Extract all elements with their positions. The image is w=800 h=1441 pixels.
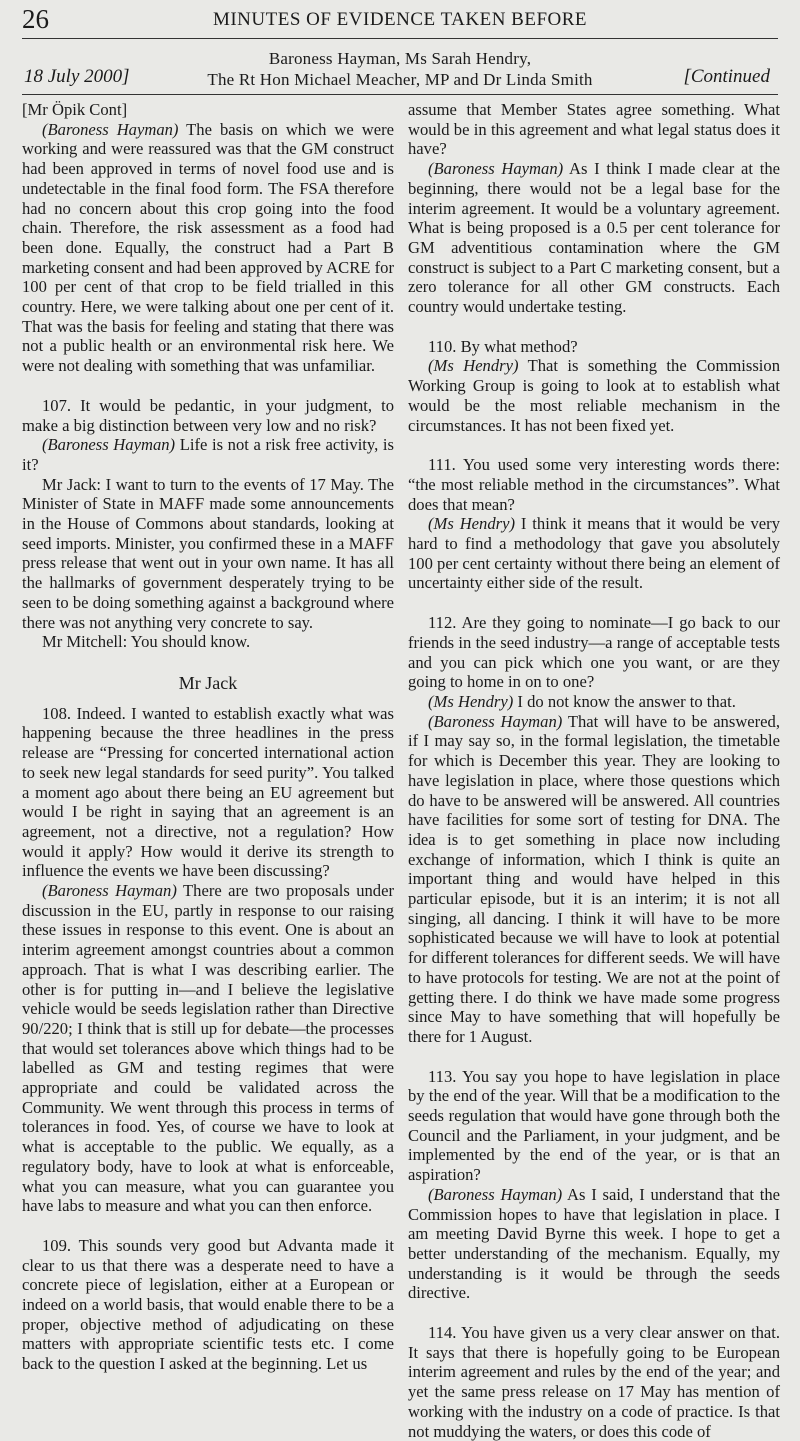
question-112: 112. Are they going to nominate—I go back to our friends in the seed industry—a range of acceptable tests and you can pick which one you want, or are they going to home in on to one? bbox=[408, 613, 780, 692]
page-number: 26 bbox=[22, 4, 49, 34]
answer-text: I think it means that it would be very hard to find a methodology that gave you absolutely 100 per cent certainty without there being an element of uncertainty either side of the result. bbox=[408, 514, 780, 593]
question-114: 114. You have given us a very clear answer on that. It says that there is hopefully going to be European interim agreement and rules by the end of the year; and yet the same press release on 17 May has mention of working with the industry on a code of practice. Is that not muddying the waters, or does this code of bbox=[408, 1323, 780, 1441]
answer-112-hendry bbox=[408, 692, 780, 712]
speaker-continuation: [Mr Öpik Cont] bbox=[22, 100, 128, 119]
question-108: 108. Indeed. I wanted to establish exactly what was happening because the three headlines in the press release are “Pressing for concerted international action to seek new legal standards for seed purity”. You talked a moment ago about there being an EU agreement but would I be right in saying that an agreement is an agreement, not a directive, not a regulation? How would it apply? How would it derive its strength to influence the events we have been discussing? bbox=[22, 703, 394, 881]
continued-label: [Continued bbox=[683, 66, 770, 87]
speaker-name: (Baroness Hayman) bbox=[428, 1184, 563, 1204]
answer-text: The basis on which we were working and were reassured was that the GM construct had been approved in terms of novel food use and is undetectable in the final food form. The FSA therefore had no concern about this crop going into the food chain. Therefore, the risk assessment as a food had been done. Equally, the construct had a Part B marketing consent and had been approved by ACRE for 100 per cent of that crop to be field trialled in this country. Here, we were talking about one per cent of it. That was the basis for feeling and stating that there was not a public health or an environmental risk here. We were not dealing with something that was unfamiliar. bbox=[22, 119, 395, 376]
answer-text: Life is not a risk free activity, is it? bbox=[22, 435, 394, 474]
answer-text: As I said, I understand that the Commission hopes to have that legislation in place. I am meeting David Byrne this week. I hope to get a better understanding of the mechanism. Equally, my understanding is it would be through the seeds directive. bbox=[408, 1184, 780, 1303]
mr-mitchell-remark: Mr Mitchell: You should know. bbox=[42, 632, 251, 652]
question-111: 111. You used some very interesting words there: “the most reliable method in the circumstances”. What does that mean? bbox=[408, 455, 780, 514]
question-109: 109. This sounds very good but Advanta made it clear to us that there was a desperate need to have a concrete piece of legislation, either at a European or indeed on a world basis, that would enable there to be a proper, objective method of adjudicating on these matters with appropriate scientific tests etc. I come back to the question I asked at the beginning. Let us bbox=[22, 1235, 394, 1374]
answer-text: There are two proposals under discussion in the EU, partly in response to our raising these issues in response to this event. One is about an interim agreement amongst countries about a common approach. That is what I was describing earlier. The other is for putting in—and I believe the legislative vehicle would be seeds legislation rather than Directive 90/220; I think that is still up for debate—the processes that would set tolerances above which things had to be labelled as GM and testing regimes that were appropriate and could be validated across the Community. We went through this process in terms of tolerances in food. Yes, of course we have to look at what is acceptable to the public. We equally, as a regulatory body, have to look at what is enforceable, what you can measure, what you can guarantee you have labs to measure and what you can then enforce. bbox=[22, 881, 394, 1216]
answer-107 bbox=[22, 435, 394, 474]
answer-text: That is something the Commission Working Group is going to look at to establish what would be the most reliable mechanism in the circumstances. It has not been fixed yet. bbox=[408, 356, 780, 435]
answer-text: I do not know the answer to that. bbox=[513, 691, 736, 711]
speaker-name: (Baroness Hayman) bbox=[42, 435, 176, 455]
answer-text: That will have to be answered, if I may say so, in the formal legislation, the timetable for which is December this year. They are looking to have legislation in place, where those questions which do have to be answered will be answered. All countries have facilities for some sort of testing for DNA. The idea is to get something in place now including exchange of information, which I think is quite an important thing and would have helped in this particular episode, but it is an interim; it is not all singing, all dancing. I think it will have to be more sophisticated because we will have to look at potential for different tolerances for different seeds. We will have to have protocols for testing. We are not at the point of getting there. I do think we have made some progress since May to have something that will hopefully be there for 1 August. bbox=[408, 711, 780, 1046]
speaker-name: (Ms Hendry) bbox=[428, 514, 515, 534]
speaker-name: (Baroness Hayman) bbox=[42, 119, 179, 139]
section-heading: Mr Jack bbox=[178, 672, 238, 693]
left-column bbox=[22, 100, 395, 1374]
question-109-continued: assume that Member States agree something. What would be in this agreement and what legal status does it have? bbox=[408, 100, 780, 159]
witness-list bbox=[22, 48, 778, 90]
witness-line-2: The Rt Hon Michael Meacher, MP and Dr Linda Smith bbox=[207, 70, 593, 89]
right-column bbox=[408, 100, 781, 1441]
witness-line-1: Baroness Hayman, Ms Sarah Hendry, bbox=[268, 49, 532, 68]
running-header bbox=[22, 4, 778, 39]
mr-jack-remark: Mr Jack: I want to turn to the events of 17 May. The Minister of State in MAFF made some announcements in the House of Commons about standards, looking at seed imports. Minister, you confirmed these in a MAFF press release that went out in your own name. It has all the hallmarks of government desperately trying to be seen to be doing something against a background where there was not anything very concrete to say. bbox=[22, 474, 394, 632]
speaker-name: (Ms Hendry) bbox=[428, 691, 514, 711]
answer-111 bbox=[408, 514, 780, 593]
question-110: 110. By what method? bbox=[428, 336, 578, 356]
answer-109 bbox=[408, 159, 780, 317]
answer-108 bbox=[22, 881, 394, 1216]
question-107: 107. It would be pedantic, in your judgment, to make a big distinction between very low and no risk? bbox=[22, 395, 394, 435]
speaker-name: (Baroness Hayman) bbox=[428, 159, 564, 179]
running-title: MINUTES OF EVIDENCE TAKEN BEFORE bbox=[212, 9, 588, 30]
speaker-name: (Baroness Hayman) bbox=[428, 711, 563, 731]
answer-text: As I think I made clear at the beginning, there would not be a legal base for the interim agreement. It would be a voluntary agreement. What is being proposed is a 0.5 per cent tolerance for GM adventitious contamination where the GM construct is subject to a Part C marketing consent, but a zero tolerance for all other GM constructs. Each country would undertake testing. bbox=[408, 159, 781, 317]
answer-paragraph bbox=[22, 120, 394, 376]
answer-113 bbox=[408, 1185, 780, 1303]
question-113: 113. You say you hope to have legislation in place by the end of the year. Will that be a modification to the seeds regulation that would have gone through both the Council and the Parliament, in your judgment, and be implemented by the end of the year, or is that an aspiration? bbox=[408, 1066, 780, 1185]
speaker-name: (Ms Hendry) bbox=[428, 356, 519, 376]
answer-110 bbox=[408, 356, 780, 435]
answer-112-hayman bbox=[408, 712, 780, 1047]
witness-header bbox=[22, 46, 778, 95]
speaker-name: (Baroness Hayman) bbox=[42, 881, 177, 901]
session-date: 18 July 2000] bbox=[24, 66, 130, 87]
